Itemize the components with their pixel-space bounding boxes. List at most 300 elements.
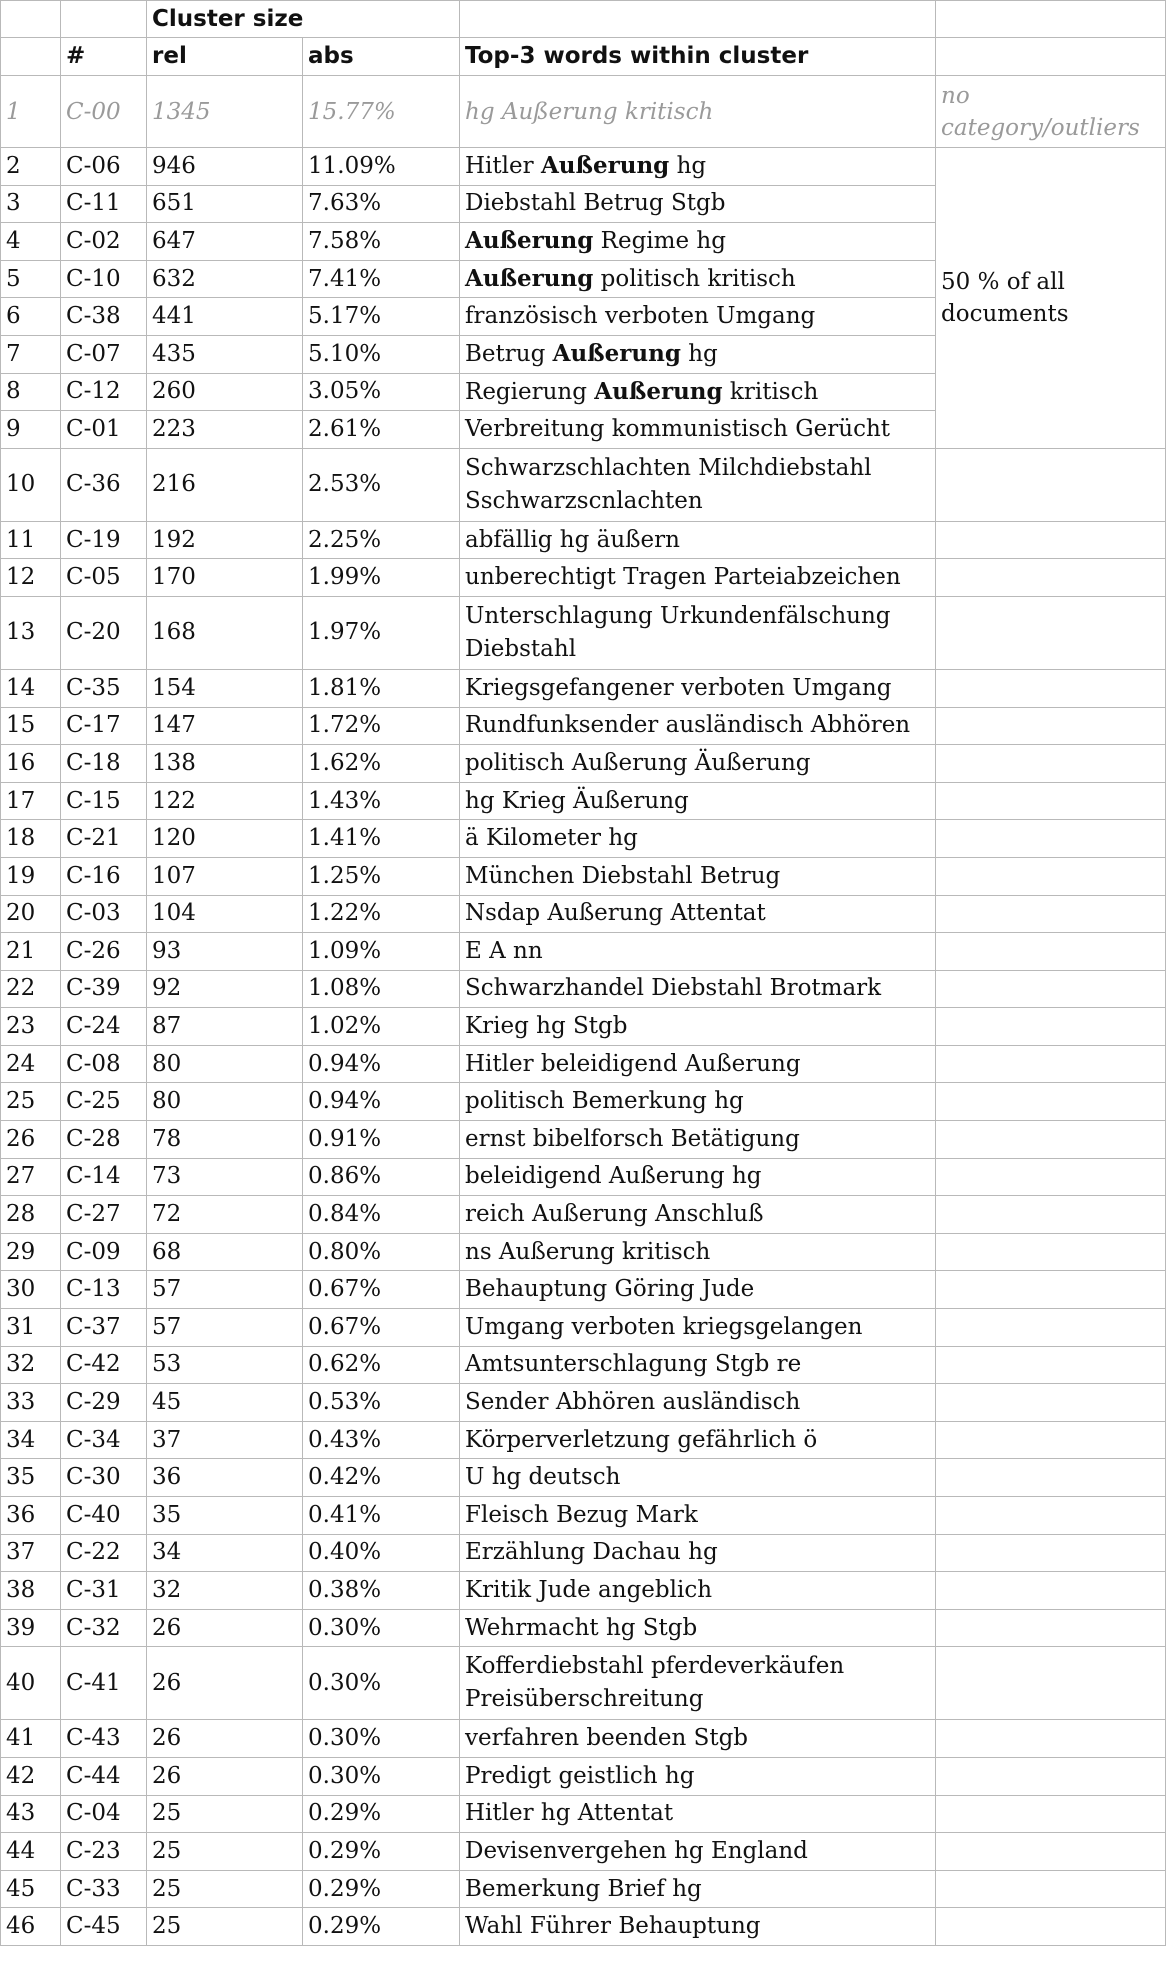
cluster-words [460,559,936,597]
empty-cell [936,1459,1166,1497]
cluster-rel: 147 [147,707,303,745]
empty-cell [936,1421,1166,1459]
row-index: 33 [1,1384,61,1422]
word-text: Regime hg [593,228,726,255]
row-index: 38 [1,1572,61,1610]
cluster-id: C-21 [61,820,147,858]
cluster-rel: 26 [147,1757,303,1795]
cluster-words [460,1459,936,1497]
cluster-abs: 0.67% [303,1309,460,1347]
cluster-abs: 7.41% [303,260,460,298]
cluster-abs: 7.63% [303,185,460,223]
cluster-abs: 1.02% [303,1008,460,1046]
empty-cell [936,669,1166,707]
cluster-words [460,411,936,449]
cluster-abs: 0.62% [303,1346,460,1384]
cluster-words [460,1908,936,1946]
empty-cell [936,1384,1166,1422]
word-text: Sender Abhören ausländisch [465,1389,801,1416]
cluster-words [460,1008,936,1046]
row-index: 27 [1,1158,61,1196]
row-index: 39 [1,1609,61,1647]
row-index: 44 [1,1833,61,1871]
table-row [1,1534,1166,1572]
table-row [1,596,1166,669]
cluster-rel: 35 [147,1497,303,1535]
row-index: 23 [1,1008,61,1046]
table-row [1,857,1166,895]
cluster-abs: 0.41% [303,1497,460,1535]
cluster-words [460,1346,936,1384]
cluster-rel: 170 [147,559,303,597]
cluster-rel: 73 [147,1158,303,1196]
cluster-rel: 78 [147,1121,303,1159]
row-index: 6 [1,298,61,336]
cluster-abs: 1.41% [303,820,460,858]
cluster-rel: 53 [147,1346,303,1384]
cluster-abs: 5.10% [303,335,460,373]
cluster-rel: 192 [147,521,303,559]
row-index: 28 [1,1196,61,1234]
word-text: Devisenvergehen hg England [465,1837,808,1864]
cluster-rel: 168 [147,596,303,669]
cluster-words [460,1757,936,1795]
cluster-abs: 0.94% [303,1083,460,1121]
cluster-id: C-26 [61,933,147,971]
header-empty-cell [1,1,61,38]
cluster-id: C-18 [61,745,147,783]
cluster-words [460,223,936,261]
cluster-words [460,1196,936,1234]
cluster-words [460,745,936,783]
cluster-words [460,1045,936,1083]
word-text: Regierung [465,378,595,405]
cluster-words [460,1233,936,1271]
cluster-words [460,1534,936,1572]
word-text: Nsdap Außerung Attentat [465,900,766,927]
cluster-rel: 651 [147,185,303,223]
cluster-rel: 37 [147,1421,303,1459]
cluster-id: C-12 [61,373,147,411]
word-text: Erzählung Dachau hg [465,1539,718,1566]
word-text: französisch verboten Umgang [465,303,816,330]
cluster-id: C-04 [61,1795,147,1833]
word-text: Körperverletzung gefährlich ö [465,1426,818,1453]
cluster-rel: 441 [147,298,303,336]
word-text: Krieg hg Stgb [465,1013,628,1040]
cluster-rel: 632 [147,260,303,298]
cluster-abs: 0.30% [303,1720,460,1758]
empty-cell [936,1497,1166,1535]
row-index: 43 [1,1795,61,1833]
cluster-id: C-17 [61,707,147,745]
cluster-abs: 0.29% [303,1795,460,1833]
table-row [1,669,1166,707]
row-index: 26 [1,1121,61,1159]
row-index: 34 [1,1421,61,1459]
cluster-id: C-40 [61,1497,147,1535]
word-text: München Diebstahl Betrug [465,862,781,889]
outlier-row [1,76,1166,148]
word-text: Amtsunterschlagung Stgb re [465,1351,802,1378]
cluster-rel: 34 [147,1534,303,1572]
cluster-rel: 25 [147,1908,303,1946]
table-row [1,820,1166,858]
cluster-id: C-43 [61,1720,147,1758]
word-text: Kriegsgefangener verboten Umgang [465,674,892,701]
row-index: 15 [1,707,61,745]
word-text: Behauptung Göring Jude [465,1276,755,1303]
row-index: 16 [1,745,61,783]
empty-cell [936,820,1166,858]
cluster-id: C-00 [61,76,147,148]
cluster-id: C-06 [61,148,147,186]
word-text: Hitler [465,153,541,180]
cluster-abs: 15.77% [303,76,460,148]
cluster-rel: 946 [147,148,303,186]
row-index: 32 [1,1346,61,1384]
header-row-2 [1,38,1166,76]
word-text: ä Kilometer hg [465,825,638,852]
cluster-id: C-32 [61,1609,147,1647]
row-index: 24 [1,1045,61,1083]
word-text: politisch Außerung Äußerung [465,749,811,776]
cluster-rel: 36 [147,1459,303,1497]
empty-cell [936,933,1166,971]
cluster-words [460,1572,936,1610]
cluster-abs: 11.09% [303,148,460,186]
word-text: Kofferdiebstahl pferdeverkäufen Preisüberschreitung [465,1653,845,1713]
empty-cell [936,1045,1166,1083]
table-row [1,148,1166,186]
empty-cell [936,1795,1166,1833]
empty-cell [936,1309,1166,1347]
cluster-abs: 0.40% [303,1534,460,1572]
row-index: 20 [1,895,61,933]
table-row [1,1870,1166,1908]
empty-cell [936,1534,1166,1572]
table-row [1,1309,1166,1347]
cluster-abs: 0.42% [303,1459,460,1497]
row-index: 2 [1,148,61,186]
cluster-rel: 68 [147,1233,303,1271]
table-row [1,707,1166,745]
cluster-id: C-35 [61,669,147,707]
header-top3: Top-3 words within cluster [460,38,936,76]
cluster-abs: 0.30% [303,1647,460,1720]
header-num: # [61,38,147,76]
highlight-word: Außerung [594,377,723,405]
cluster-words [460,521,936,559]
cluster-rel: 223 [147,411,303,449]
cluster-abs: 5.17% [303,298,460,336]
row-index: 29 [1,1233,61,1271]
cluster-words [460,1121,936,1159]
word-text: Schwarzschlachten Milchdiebstahl Sschwarzscnlachten [465,454,872,514]
table-row [1,1609,1166,1647]
header-cluster-size: Cluster size [147,1,460,38]
table-row [1,1833,1166,1871]
word-text: Umgang verboten kriegsgelangen [465,1313,863,1340]
cluster-id: C-27 [61,1196,147,1234]
cluster-abs: 1.08% [303,970,460,1008]
cluster-rel: 80 [147,1083,303,1121]
row-index: 12 [1,559,61,597]
cluster-id: C-45 [61,1908,147,1946]
empty-cell [936,1609,1166,1647]
cluster-words [460,1384,936,1422]
word-text: Bemerkung Brief hg [465,1875,702,1902]
cluster-words [460,1309,936,1347]
cluster-abs: 0.84% [303,1196,460,1234]
row-index: 46 [1,1908,61,1946]
empty-cell [936,1870,1166,1908]
empty-cell [936,1271,1166,1309]
cluster-words [460,1647,936,1720]
table-row [1,1572,1166,1610]
table-row [1,895,1166,933]
empty-cell [936,1833,1166,1871]
word-text: Verbreitung kommunistisch Gerücht [465,415,891,442]
row-index: 7 [1,335,61,373]
cluster-id: C-34 [61,1421,147,1459]
cluster-abs: 1.62% [303,745,460,783]
word-text: abfällig hg äußern [465,526,680,553]
cluster-words [460,970,936,1008]
cluster-words [460,669,936,707]
cluster-id: C-19 [61,521,147,559]
word-text: Wahl Führer Behauptung [465,1913,761,1940]
cluster-abs: 2.25% [303,521,460,559]
empty-cell [936,1121,1166,1159]
empty-cell [936,970,1166,1008]
cluster-words [460,1720,936,1758]
cluster-abs: 1.81% [303,669,460,707]
row-index: 30 [1,1271,61,1309]
word-text: Diebstahl Betrug Stgb [465,190,726,217]
word-text: Hitler hg Attentat [465,1800,674,1827]
cluster-abs: 3.05% [303,373,460,411]
word-text: Wehrmacht hg Stgb [465,1614,698,1641]
cluster-abs: 2.61% [303,411,460,449]
cluster-id: C-14 [61,1158,147,1196]
word-text: unberechtigt Tragen Parteiabzeichen [465,564,901,591]
row-index: 11 [1,521,61,559]
cluster-id: C-07 [61,335,147,373]
highlight-word: Außerung [540,152,670,180]
cluster-id: C-13 [61,1271,147,1309]
row-index: 25 [1,1083,61,1121]
word-text: Schwarzhandel Diebstahl Brotmark [465,975,882,1002]
word-text: reich Außerung Anschluß [465,1201,764,1228]
word-text: Betrug [465,341,553,368]
cluster-words [460,1795,936,1833]
cluster-abs: 0.38% [303,1572,460,1610]
row-index: 9 [1,411,61,449]
cluster-abs: 1.09% [303,933,460,971]
header-abs: abs [303,38,460,76]
row-index: 22 [1,970,61,1008]
cluster-abs: 0.67% [303,1271,460,1309]
cluster-rel: 72 [147,1196,303,1234]
empty-cell [936,895,1166,933]
cluster-abs: 1.97% [303,596,460,669]
cluster-rel: 25 [147,1833,303,1871]
row-index: 35 [1,1459,61,1497]
row-index: 36 [1,1497,61,1535]
row-index: 18 [1,820,61,858]
cluster-abs: 0.91% [303,1121,460,1159]
empty-cell [936,1572,1166,1610]
word-text: hg [669,153,707,180]
cluster-words [460,707,936,745]
empty-cell [936,1346,1166,1384]
cluster-words [460,1609,936,1647]
cluster-abs: 0.86% [303,1158,460,1196]
cluster-id: C-38 [61,298,147,336]
highlight-word: Außerung [552,340,681,368]
cluster-words: hg Außerung kritisch [460,76,936,148]
cluster-id: C-33 [61,1870,147,1908]
cluster-id: C-03 [61,895,147,933]
cluster-id: C-16 [61,857,147,895]
table-row [1,1121,1166,1159]
cluster-abs: 1.72% [303,707,460,745]
empty-cell [936,1083,1166,1121]
cluster-rel: 80 [147,1045,303,1083]
row-index: 10 [1,448,61,521]
table-row [1,782,1166,820]
cluster-rel: 26 [147,1609,303,1647]
word-text: ernst bibelforsch Betätigung [465,1125,800,1152]
cluster-id: C-01 [61,411,147,449]
cluster-words [460,1271,936,1309]
word-text: Unterschlagung Urkundenfälschung Diebstahl [465,602,891,662]
table-row [1,970,1166,1008]
word-text: Hitler beleidigend Außerung [465,1050,801,1077]
table-row [1,1421,1166,1459]
cluster-abs: 0.94% [303,1045,460,1083]
row-index: 8 [1,373,61,411]
cluster-words [460,335,936,373]
empty-cell [936,1196,1166,1234]
word-text: beleidigend Außerung hg [465,1163,762,1190]
word-text: U hg deutsch [465,1464,621,1491]
table-row [1,1647,1166,1720]
row-index: 17 [1,782,61,820]
row-index: 42 [1,1757,61,1795]
highlight-word: Außerung [465,227,594,255]
cluster-rel: 260 [147,373,303,411]
table-row [1,448,1166,521]
cluster-words [460,782,936,820]
cluster-rel: 26 [147,1647,303,1720]
cluster-rel: 647 [147,223,303,261]
group-note: 50 % of all documents [936,148,1166,449]
cluster-id: C-36 [61,448,147,521]
cluster-id: C-22 [61,1534,147,1572]
header-empty-cell [61,1,147,38]
cluster-rel: 57 [147,1271,303,1309]
word-text: kritisch [722,378,819,405]
table-row [1,1384,1166,1422]
cluster-words [460,260,936,298]
cluster-id: C-28 [61,1121,147,1159]
table-row [1,1233,1166,1271]
cluster-rel: 104 [147,895,303,933]
empty-cell [936,559,1166,597]
cluster-words [460,596,936,669]
cluster-abs: 0.43% [303,1421,460,1459]
empty-cell [936,782,1166,820]
cluster-abs: 0.30% [303,1609,460,1647]
cluster-id: C-10 [61,260,147,298]
word-text: politisch kritisch [593,266,796,293]
cluster-words [460,1421,936,1459]
cluster-rel: 92 [147,970,303,1008]
table-row [1,1459,1166,1497]
empty-cell [936,1908,1166,1946]
row-index: 40 [1,1647,61,1720]
row-index: 41 [1,1720,61,1758]
cluster-id: C-44 [61,1757,147,1795]
cluster-abs: 0.80% [303,1233,460,1271]
table-row [1,1908,1166,1946]
cluster-words [460,373,936,411]
word-text: ns Außerung kritisch [465,1238,711,1265]
cluster-id: C-11 [61,185,147,223]
cluster-rel: 25 [147,1870,303,1908]
cluster-id: C-31 [61,1572,147,1610]
header-row-1 [1,1,1166,38]
cluster-rel: 25 [147,1795,303,1833]
highlight-word: Außerung [465,265,594,293]
cluster-abs: 1.25% [303,857,460,895]
cluster-rel: 1345 [147,76,303,148]
word-text: Rundfunksender ausländisch Abhören [465,712,911,739]
row-index: 5 [1,260,61,298]
cluster-id: C-39 [61,970,147,1008]
cluster-abs: 1.22% [303,895,460,933]
table-row [1,559,1166,597]
cluster-rel: 87 [147,1008,303,1046]
header-empty-cell [936,1,1166,38]
table-row [1,1346,1166,1384]
word-text: politisch Bemerkung hg [465,1088,744,1115]
cluster-rel: 216 [147,448,303,521]
table-row [1,1720,1166,1758]
cluster-words [460,448,936,521]
empty-cell [936,1757,1166,1795]
cluster-abs: 2.53% [303,448,460,521]
row-index: 3 [1,185,61,223]
cluster-abs: 0.30% [303,1757,460,1795]
cluster-id: C-25 [61,1083,147,1121]
table-row [1,521,1166,559]
header-rel: rel [147,38,303,76]
cluster-rel: 32 [147,1572,303,1610]
empty-cell [936,707,1166,745]
row-index: 13 [1,596,61,669]
cluster-rel: 120 [147,820,303,858]
cluster-words [460,933,936,971]
cluster-words [460,148,936,186]
table-row [1,933,1166,971]
cluster-id: C-09 [61,1233,147,1271]
cluster-rel: 138 [147,745,303,783]
row-index: 4 [1,223,61,261]
cluster-words [460,820,936,858]
